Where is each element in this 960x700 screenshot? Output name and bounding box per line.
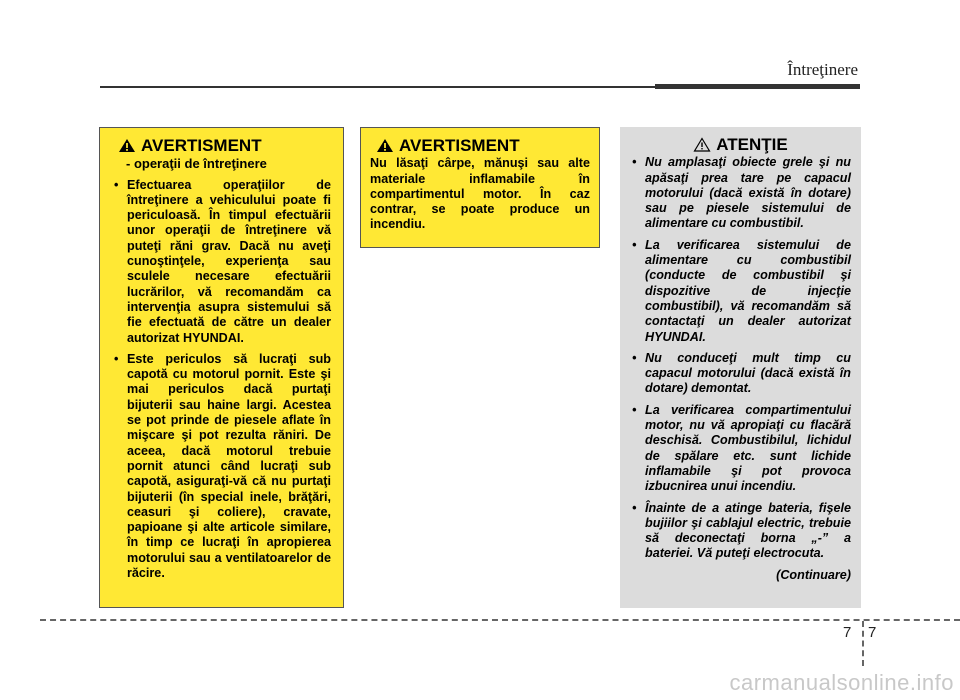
list-item: • Nu conduceţi mult timp cu capacul motorului (dacă există în dotare) demontat.	[630, 351, 851, 397]
list-item: • La verificarea compartimentului motor, nu vă apropiaţi cu flacără deschisă. Combustibilul, lichidul de spălare etc. sunt lichide inflamabile şi pot provoca izbucnirea unui incendiu.	[630, 403, 851, 495]
warning-heading	[112, 138, 331, 153]
warning-heading-text: AVERTISMENT	[399, 136, 520, 155]
warning-text: Nu lăsaţi cârpe, mănuşi sau alte materiale inflamabile în compartimentul motor. În caz contrar, se poate produce un incendiu.	[370, 156, 590, 232]
list-item: • Nu amplasaţi obiecte grele şi nu apăsaţi prea tare pe capacul motorului (dacă există în dotare) sau pe piesele sistemului de alimentare cu combustibil.	[630, 155, 851, 231]
section-title: Întreţinere	[787, 60, 858, 79]
caution-box	[620, 127, 861, 608]
caution-triangle-icon	[693, 137, 711, 152]
warning-heading-text: AVERTISMENT	[141, 136, 262, 155]
warning-triangle-icon	[376, 138, 394, 153]
warning-heading	[370, 138, 590, 153]
warning-box-flammable	[360, 127, 600, 248]
continue-label: (Continuare)	[776, 567, 851, 582]
caution-list	[630, 155, 851, 561]
list-item: • Efectuarea operaţiilor de întreţinere a vehiculului poate fi periculoasă. În timpul efectuării unor operaţii de întreţinere vă puteţi răni grav. Dacă nu aveţi cunoştinţele, experienţa sau sculele necesare efectuării lucrărilor, vă recomandăm ca intervenţia asupra sistemului să fie efectuată de către un dealer autorizat HYUNDAI.	[112, 178, 331, 346]
list-item: • La verificarea sistemului de alimentare cu combustibil (conducte de combustibil şi dispozitive de injecţie combustibil), vă recomandăm să contactaţi un dealer autorizat HYUNDAI.	[630, 238, 851, 345]
list-item: • Este periculos să lucraţi sub capotă cu motorul pornit. Este şi mai periculos dacă purtaţi bijuterii sau haine largi. Acestea se pot prinde de piesele aflate în mişcare şi pot rezulta răniri. De aceea, dacă motorul trebuie pornit atunci când lucraţi sub capotă, asiguraţi-vă că nu purtaţi bijuterii (în special inele, brăţări, ceasuri şi coliere), cravate, papioane şi alte articole similare, în timp ce lucraţi în apropierea motorului sau a ventilatoarelor de răcire.	[112, 352, 331, 581]
caution-heading-text: ATENŢIE	[716, 135, 788, 154]
page-number-page: 7	[868, 624, 877, 641]
footer-rule	[40, 619, 960, 621]
warning-box-maintenance	[99, 127, 344, 608]
warning-subtitle: - operaţii de întreţinere	[126, 156, 267, 172]
caution-heading	[630, 137, 851, 152]
watermark: carmanualsonline.info	[729, 670, 954, 695]
warning-list	[112, 178, 331, 582]
list-item: • Înainte de a atinge bateria, fişele bujiilor şi cablajul electric, trebuie să deconectaţi borna „-” a bateriei. Vă puteţi electrocuta.	[630, 501, 851, 562]
footer-divider	[862, 621, 864, 666]
warning-triangle-icon	[118, 138, 136, 153]
page-number-chapter: 7	[843, 624, 852, 641]
header-rule-accent	[655, 84, 860, 89]
